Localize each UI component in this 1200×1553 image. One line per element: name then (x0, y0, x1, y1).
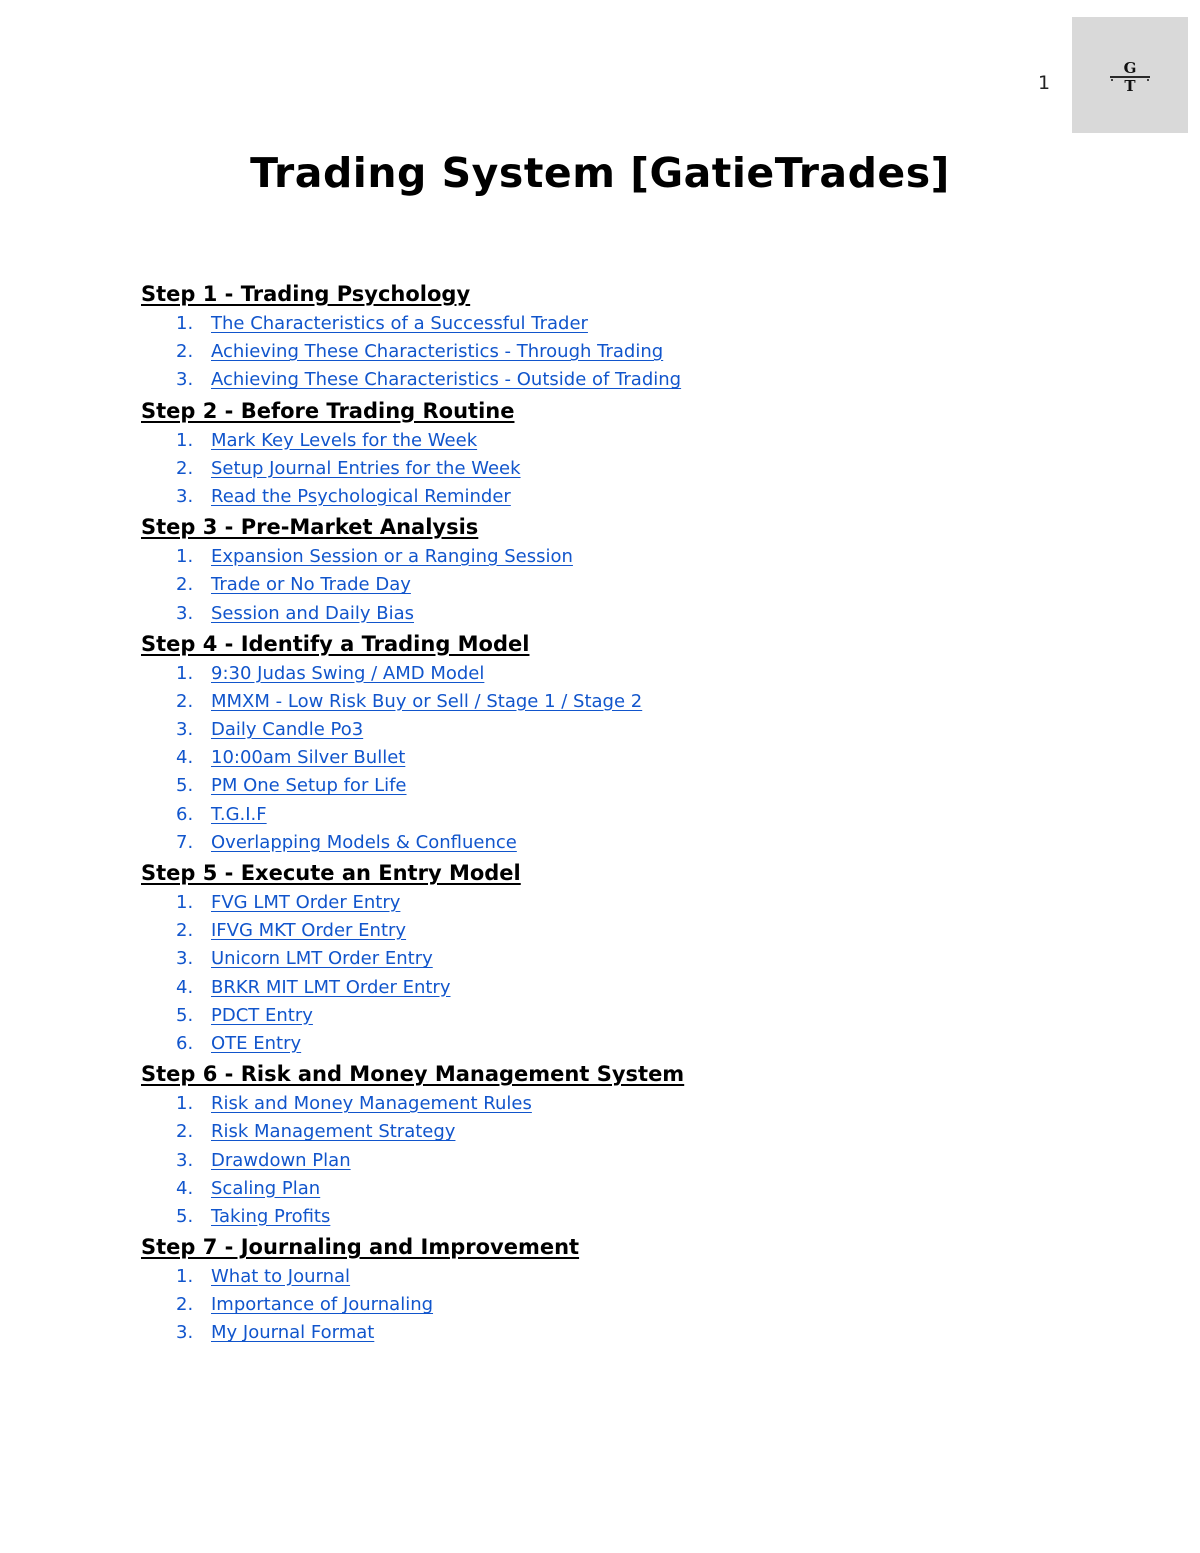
section-item-list (141, 1090, 1101, 1231)
list-item-number: 4. (176, 1177, 194, 1199)
list-item (141, 1319, 1101, 1347)
list-item (141, 917, 1101, 945)
list-item-number: 1. (176, 662, 194, 684)
list-item-number: 3. (176, 1322, 194, 1344)
toc-link[interactable]: What to Journal (211, 1266, 351, 1288)
toc-link[interactable]: Unicorn LMT Order Entry (211, 948, 433, 970)
list-item-number: 2. (176, 574, 194, 596)
list-item (141, 1263, 1101, 1291)
section-heading: Step 4 - Identify a Trading Model (141, 631, 530, 656)
toc-link[interactable]: Overlapping Models & Confluence (211, 831, 517, 853)
toc-link[interactable]: PDCT Entry (211, 1004, 313, 1026)
list-item (141, 543, 1101, 571)
section-heading: Step 7 - Journaling and Improvement (141, 1235, 580, 1260)
list-item (141, 1090, 1101, 1118)
toc-section (141, 857, 1101, 1058)
list-item-number: 2. (176, 341, 194, 363)
logo-letter-top: G (1123, 59, 1137, 77)
list-item (141, 945, 1101, 973)
list-item-number: 4. (176, 976, 194, 998)
list-item (141, 716, 1101, 744)
list-item-number: 1. (176, 1266, 194, 1288)
toc-link[interactable]: 10:00am Silver Bullet (211, 747, 406, 769)
toc-section (141, 511, 1101, 628)
list-item-number: 2. (176, 1121, 194, 1143)
list-item-number: 6. (176, 1032, 194, 1054)
toc-section (141, 1231, 1101, 1348)
list-item (141, 1175, 1101, 1203)
list-item-number: 1. (176, 1093, 194, 1115)
section-item-list (141, 310, 1101, 395)
list-item-number: 1. (176, 313, 194, 334)
list-item-number: 2. (176, 457, 194, 479)
section-item-list (141, 660, 1101, 857)
list-item-number: 3. (176, 602, 194, 624)
toc-link[interactable]: Scaling Plan (211, 1177, 321, 1199)
section-item-list (141, 889, 1101, 1058)
logo-mark-icon (1072, 17, 1188, 133)
page-number: 1 (1038, 72, 1051, 94)
list-item-number: 1. (176, 546, 194, 568)
toc-link[interactable]: T.G.I.F (211, 803, 267, 825)
toc-link[interactable]: MMXM - Low Risk Buy or Sell / Stage 1 / Stage 2 (211, 690, 643, 712)
toc-section (141, 395, 1101, 512)
list-item-number: 5. (176, 1205, 194, 1227)
section-item-list (141, 427, 1101, 512)
list-item (141, 744, 1101, 772)
toc-link[interactable]: Risk Management Strategy (211, 1121, 456, 1143)
toc-link[interactable]: Achieving These Characteristics - Through Trading (211, 341, 664, 363)
list-item-number: 3. (176, 948, 194, 970)
list-item (141, 455, 1101, 483)
section-heading: Step 1 - Trading Psychology (141, 282, 471, 306)
list-item (141, 600, 1101, 628)
list-item-number: 3. (176, 1149, 194, 1171)
list-item (141, 427, 1101, 455)
section-item-list (141, 1263, 1101, 1348)
section-heading: Step 3 - Pre-Market Analysis (141, 515, 479, 540)
toc-link[interactable]: Session and Daily Bias (211, 602, 415, 624)
list-item (141, 483, 1101, 511)
toc-section (141, 278, 1101, 395)
list-item-number: 3. (176, 719, 194, 741)
list-item (141, 660, 1101, 688)
list-item-number: 1. (176, 429, 194, 451)
toc-link[interactable]: IFVG MKT Order Entry (211, 920, 407, 942)
toc-section (141, 628, 1101, 857)
toc-link[interactable]: PM One Setup for Life (211, 775, 407, 797)
document-title: Trading System [GatieTrades] (250, 149, 950, 197)
list-item-number: 2. (176, 690, 194, 712)
toc-link[interactable]: Achieving These Characteristics - Outside of Trading (211, 369, 682, 391)
list-item (141, 1203, 1101, 1231)
list-item (141, 1118, 1101, 1146)
toc-section (141, 1058, 1101, 1231)
toc-link[interactable]: Read the Psychological Reminder (211, 485, 511, 507)
list-item (141, 1002, 1101, 1030)
list-item (141, 1030, 1101, 1058)
list-item (141, 310, 1101, 338)
toc-link[interactable]: Trade or No Trade Day (211, 574, 411, 596)
section-item-list (141, 543, 1101, 628)
toc-link[interactable]: Importance of Journaling (211, 1294, 434, 1316)
list-item (141, 772, 1101, 800)
list-item (141, 889, 1101, 917)
list-item (141, 1147, 1101, 1175)
list-item (141, 366, 1101, 394)
list-item-number: 1. (176, 892, 194, 913)
toc-link[interactable]: Mark Key Levels for the Week (211, 429, 478, 451)
list-item-number: 7. (176, 831, 194, 853)
list-item (141, 829, 1101, 857)
list-item (141, 801, 1101, 829)
list-item (141, 338, 1101, 366)
list-item-number: 2. (176, 920, 194, 942)
logo-letter-bottom: T (1124, 77, 1136, 95)
toc-link[interactable]: Risk and Money Management Rules (211, 1093, 532, 1115)
section-heading: Step 6 - Risk and Money Management System (141, 1062, 685, 1087)
list-item-number: 2. (176, 1294, 194, 1316)
toc-link[interactable]: Setup Journal Entries for the Week (211, 457, 521, 479)
list-item (141, 1291, 1101, 1319)
section-heading: Step 5 - Execute an Entry Model (141, 861, 521, 885)
toc-link[interactable]: OTE Entry (211, 1032, 302, 1054)
list-item-number: 3. (176, 485, 194, 507)
list-item (141, 571, 1101, 599)
section-heading: Step 2 - Before Trading Routine (141, 398, 515, 423)
gatietrades-logo (1072, 17, 1188, 133)
table-of-contents (141, 278, 1101, 1348)
toc-link[interactable]: The Characteristics of a Successful Trader (211, 313, 588, 334)
toc-link[interactable]: Daily Candle Po3 (211, 719, 364, 741)
toc-link[interactable]: BRKR MIT LMT Order Entry (211, 976, 451, 998)
list-item-number: 5. (176, 1004, 194, 1026)
list-item-number: 4. (176, 747, 194, 769)
list-item-number: 3. (176, 369, 194, 391)
list-item (141, 974, 1101, 1002)
list-item-number: 6. (176, 803, 194, 825)
toc-link[interactable]: FVG LMT Order Entry (211, 892, 401, 913)
toc-link[interactable]: 9:30 Judas Swing / AMD Model (211, 662, 485, 684)
toc-link[interactable]: Drawdown Plan (211, 1149, 351, 1171)
toc-link[interactable]: My Journal Format (211, 1322, 375, 1344)
toc-link[interactable]: Expansion Session or a Ranging Session (211, 546, 573, 568)
list-item-number: 5. (176, 775, 194, 797)
toc-link[interactable]: Taking Profits (211, 1205, 331, 1227)
list-item (141, 688, 1101, 716)
